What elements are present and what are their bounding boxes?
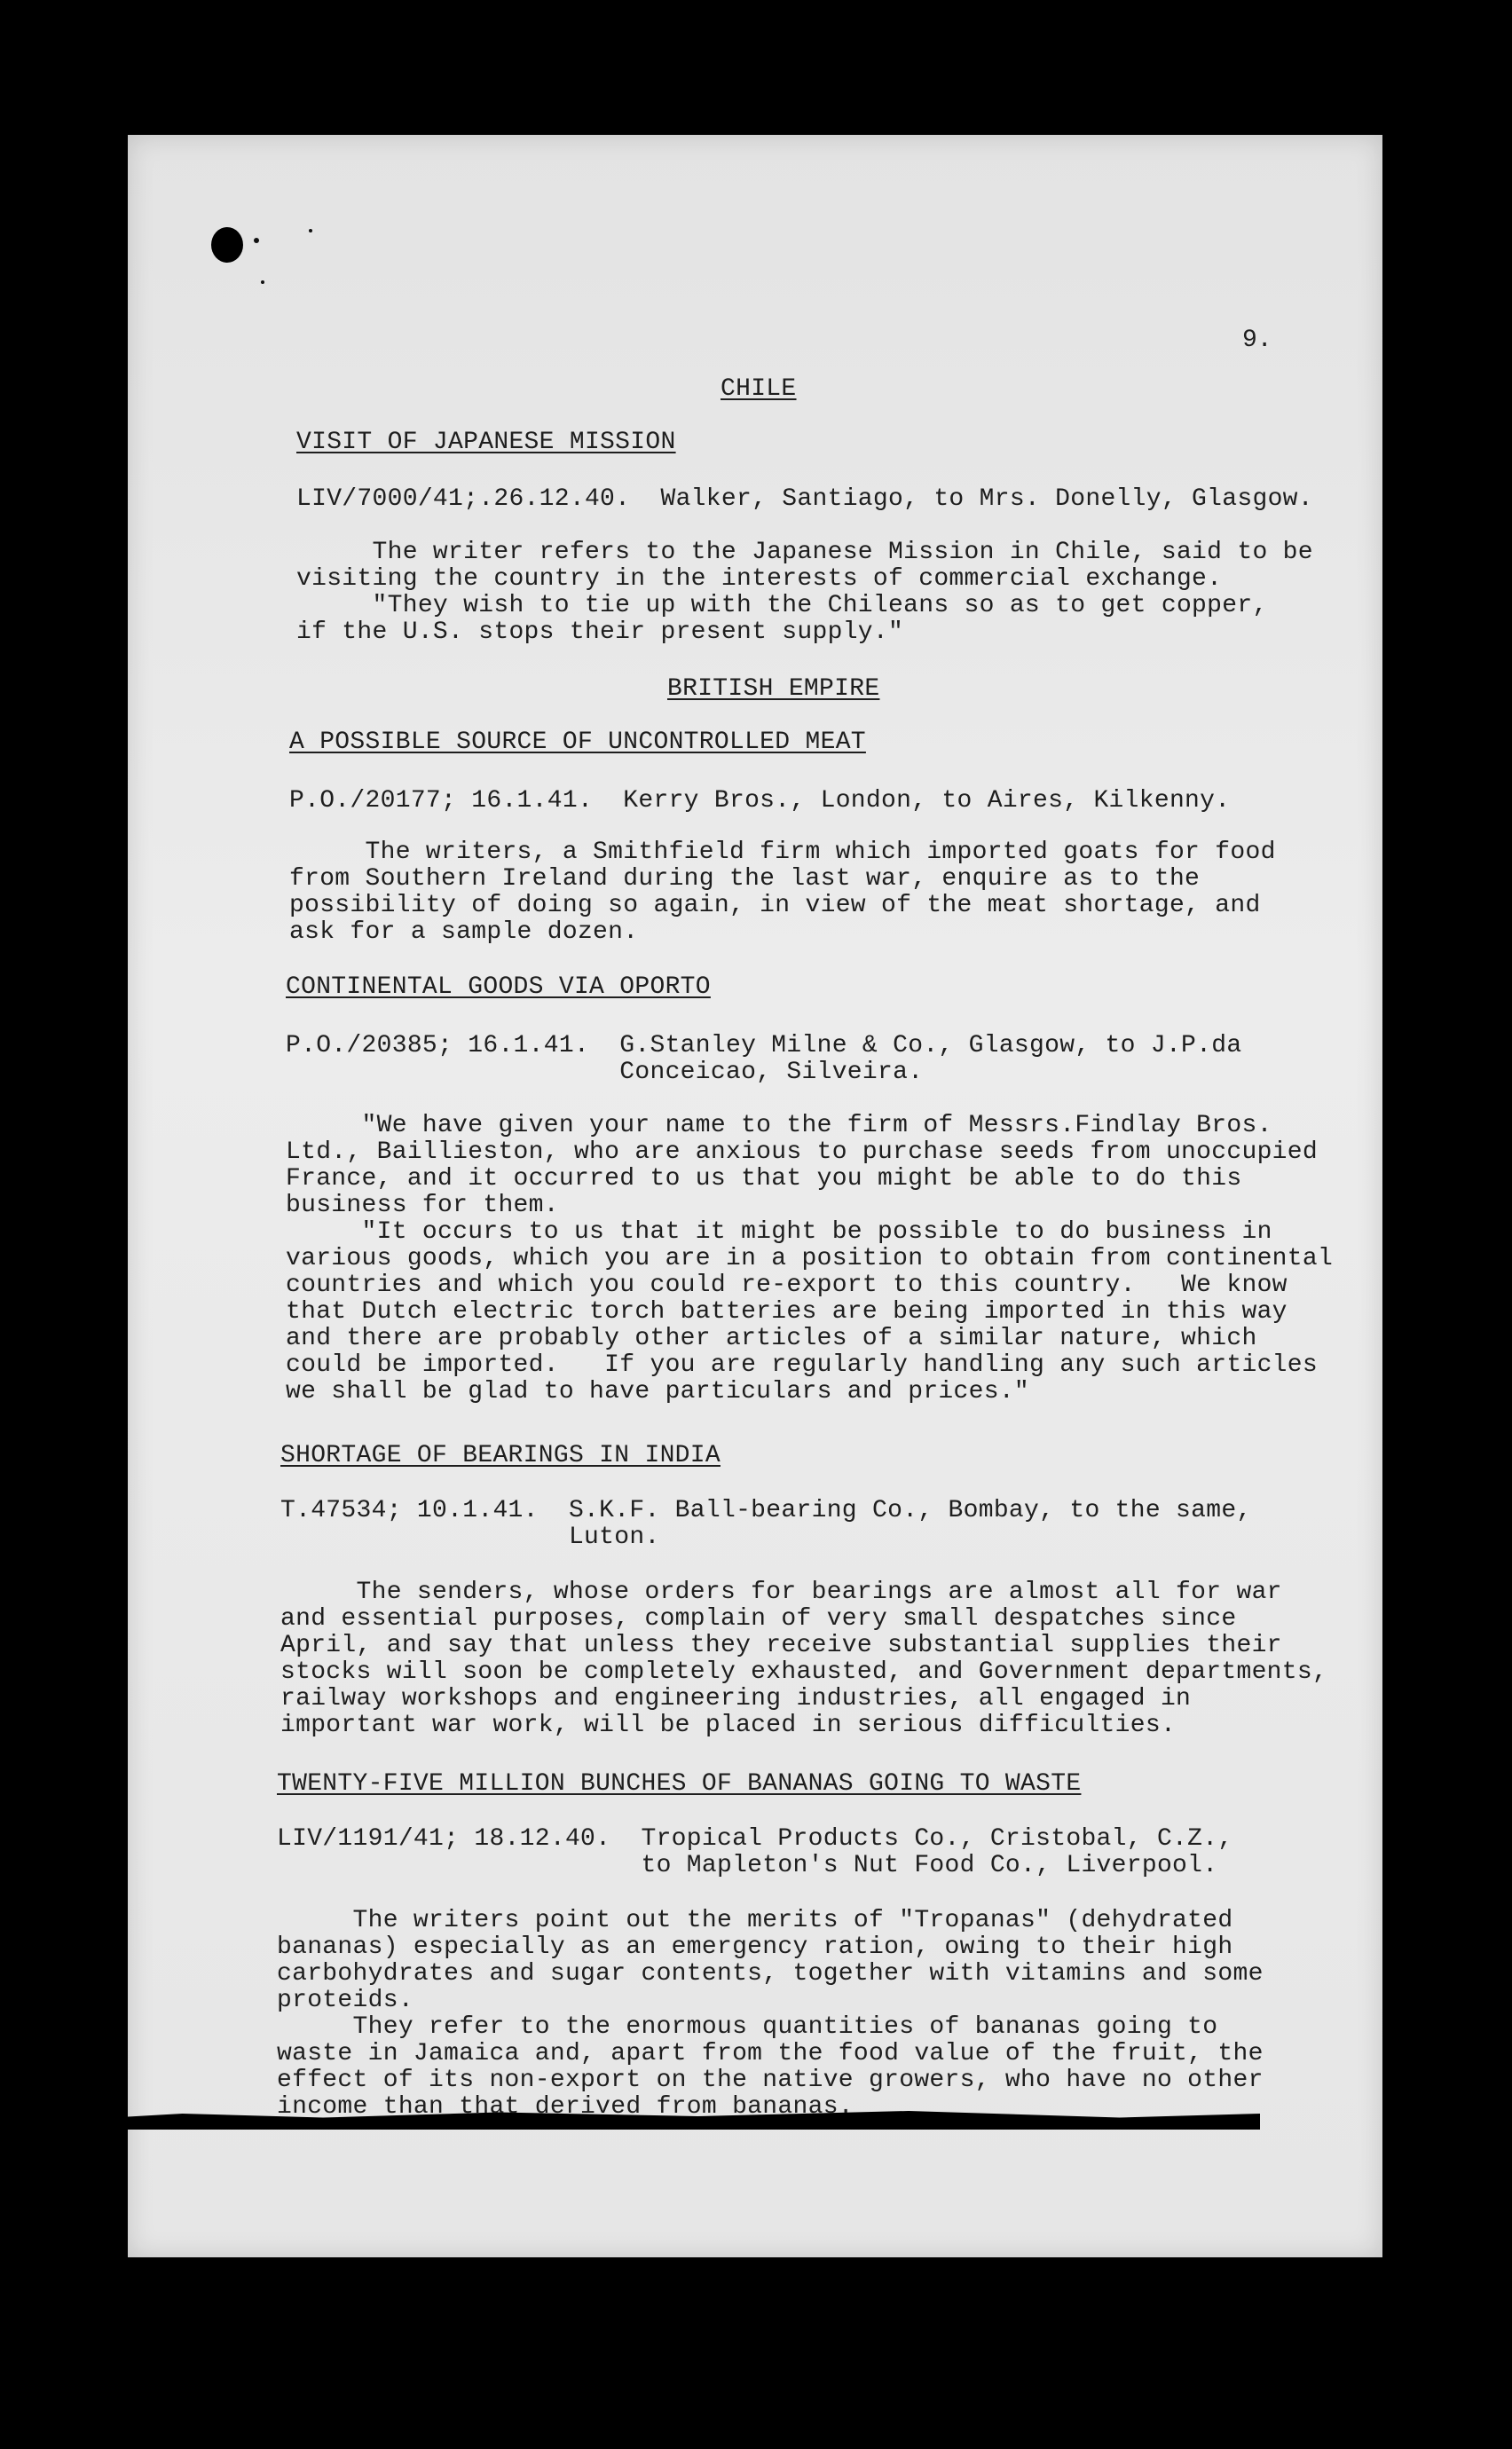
body-line: bananas) especially as an emergency ration, owing to their high xyxy=(277,1933,1233,1961)
body-line: income than that derived from bananas. xyxy=(277,2093,854,2121)
body-line: The writers point out the merits of "Tropanas" (dehydrated xyxy=(277,1907,1233,1934)
subheading-oporto: CONTINENTAL GOODS VIA OPORTO xyxy=(286,973,711,1001)
body-line: "We have given your name to the firm of Messrs.Findlay Bros. xyxy=(286,1112,1272,1139)
body-line: we shall be glad to have particulars and prices." xyxy=(286,1378,1030,1406)
body-line: possibility of doing so again, in view of the meat shortage, and xyxy=(289,892,1261,919)
reference-line: to Mapleton's Nut Food Co., Liverpool. xyxy=(277,1852,1218,1879)
section-heading-british-empire: BRITISH EMPIRE xyxy=(667,675,880,703)
body-line: from Southern Ireland during the last war, enquire as to the xyxy=(289,865,1201,893)
body-line: if the U.S. stops their present supply." xyxy=(296,618,904,646)
body-line: They refer to the enormous quantities of bananas going to xyxy=(277,2013,1218,2041)
reference-line: Luton. xyxy=(280,1524,660,1551)
ink-speck xyxy=(261,280,264,284)
reference-line: T.47534; 10.1.41. S.K.F. Ball-bearing Co., Bombay, to the same, xyxy=(280,1497,1252,1524)
body-line: railway workshops and engineering industries, all engaged in xyxy=(280,1685,1192,1713)
reference-line: LIV/7000/41;.26.12.40. Walker, Santiago, to Mrs. Donelly, Glasgow. xyxy=(296,485,1313,513)
body-line: The senders, whose orders for bearings are almost all for war xyxy=(280,1579,1282,1606)
subheading-japanese-mission: VISIT OF JAPANESE MISSION xyxy=(296,429,676,456)
reference-line: P.O./20177; 16.1.41. Kerry Bros., London, to Aires, Kilkenny. xyxy=(289,787,1231,815)
body-line: ask for a sample dozen. xyxy=(289,918,639,946)
body-line: effect of its non-export on the native growers, who have no other xyxy=(277,2067,1264,2094)
reference-line: Conceicao, Silveira. xyxy=(286,1059,924,1086)
ink-speck xyxy=(254,238,259,243)
body-line: countries and which you could re-export to this country. We know xyxy=(286,1272,1288,1299)
body-line: April, and say that unless they receive substantial supplies their xyxy=(280,1632,1282,1659)
body-line: waste in Jamaica and, apart from the food value of the fruit, the xyxy=(277,2040,1264,2067)
body-line: Ltd., Baillieston, who are anxious to purchase seeds from unoccupied xyxy=(286,1138,1318,1166)
body-line: various goods, which you are in a position to obtain from continental xyxy=(286,1245,1334,1272)
body-line: and there are probably other articles of a similar nature, which xyxy=(286,1325,1257,1352)
section-heading-chile: CHILE xyxy=(721,375,797,403)
body-line: proteids. xyxy=(277,1987,413,2014)
reference-line: P.O./20385; 16.1.41. G.Stanley Milne & Co., Glasgow, to J.P.da xyxy=(286,1032,1242,1059)
subheading-bearings: SHORTAGE OF BEARINGS IN INDIA xyxy=(280,1442,721,1469)
body-line: business for them. xyxy=(286,1192,559,1219)
body-line: France, and it occurred to us that you might be able to do this xyxy=(286,1165,1242,1193)
punch-hole xyxy=(211,227,243,263)
body-line: important war work, will be placed in serious difficulties. xyxy=(280,1712,1177,1739)
subheading-bananas: TWENTY-FIVE MILLION BUNCHES OF BANANAS GOING TO WASTE xyxy=(277,1770,1082,1798)
body-line: "They wish to tie up with the Chileans so as to get copper, xyxy=(296,592,1268,619)
body-line: visiting the country in the interests of commercial exchange. xyxy=(296,565,1223,593)
page-number: 9. xyxy=(1242,327,1272,354)
reference-line: LIV/1191/41; 18.12.40. Tropical Products Co., Cristobal, C.Z., xyxy=(277,1825,1233,1853)
subheading-meat: A POSSIBLE SOURCE OF UNCONTROLLED MEAT xyxy=(289,728,866,756)
body-line: The writer refers to the Japanese Mission in Chile, said to be xyxy=(296,539,1313,566)
body-line: that Dutch electric torch batteries are being imported in this way xyxy=(286,1298,1288,1326)
body-line: carbohydrates and sugar contents, together with vitamins and some xyxy=(277,1960,1264,1988)
body-line: The writers, a Smithfield firm which imported goats for food xyxy=(289,839,1276,866)
ink-speck xyxy=(309,229,312,232)
body-line: "It occurs to us that it might be possible to do business in xyxy=(286,1218,1272,1246)
body-line: stocks will soon be completely exhausted, and Government departments, xyxy=(280,1658,1328,1686)
body-line: could be imported. If you are regularly handling any such articles xyxy=(286,1351,1318,1379)
body-line: and essential purposes, complain of very small despatches since xyxy=(280,1605,1237,1633)
